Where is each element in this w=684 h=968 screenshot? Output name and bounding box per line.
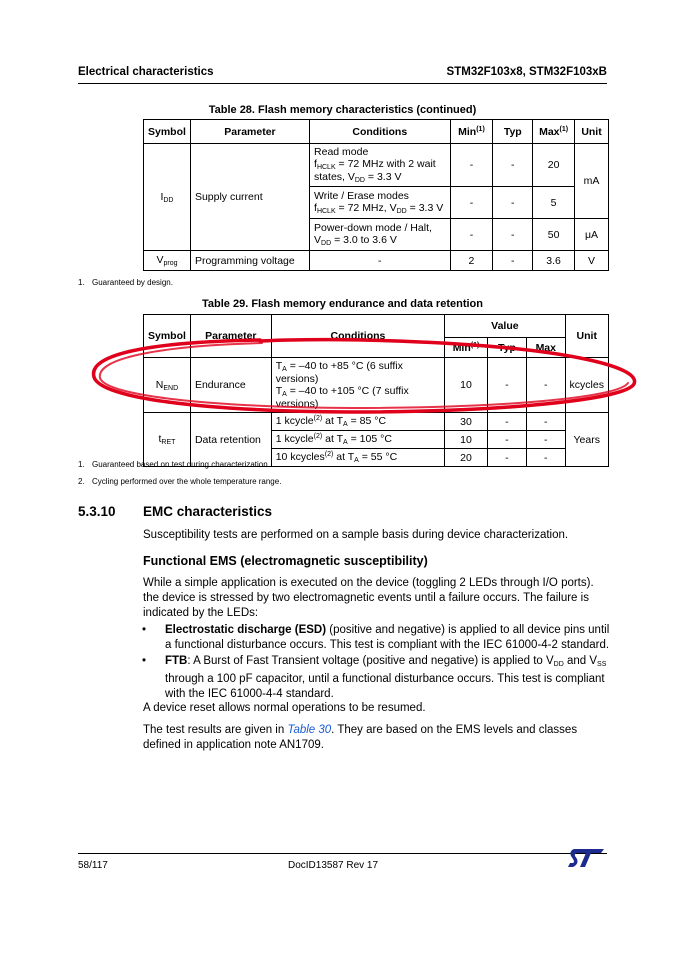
table-row: $N_{END}$ Endurance $T_A = -40$ to +85 °C (6 suffix versions) $T_A = -40$ to +105 °C (7 suffix versions) 10 - - kcycles: [144, 358, 609, 413]
table29-header-row: [144, 315, 609, 338]
table29-footnote-2: 2. Cycling performed over the whole temperature range.: [78, 477, 282, 486]
table29-footnote-1: 1. Guaranteed based on test during characterization.: [78, 460, 270, 469]
col-unit: Unit: [565, 315, 608, 358]
table30-link[interactable]: Table 30: [287, 724, 332, 736]
table29-caption: Table 29. Flash memory endurance and data retention: [202, 298, 483, 310]
read-mode-conditions: Read mode $f_{HCLK} = 72$ MHz with 2 wait states, $V_{DD} = 3.3$ V: [310, 144, 451, 187]
power-down-conditions: Power-down mode / Halt, $V_{DD} = 3.0$ to 3.6 V: [310, 219, 451, 251]
ems-paragraph: While a simple application is executed on the device (toggling 2 LEDs through I/O ports). the device is stressed by two electromagnetic events until a failure occurs. The failure is indicated by the LEDs:: [143, 577, 594, 619]
bullet-icon: •: [142, 655, 147, 667]
endurance-conditions: $T_A = -40$ to +85 °C (6 suffix versions) $T_A = -40$ to +105 °C (7 suffix versions): [271, 358, 445, 413]
write-erase-conditions: Write / Erase modes $f_{HCLK} = 72$ MHz, $V_{DD} = 3.3$ V: [310, 187, 451, 219]
col-min: Min$^{(1)}$: [445, 338, 488, 358]
col-conditions: Conditions: [271, 315, 445, 358]
page-number: 58/117: [78, 860, 108, 871]
reset-paragraph: A device reset allows normal operations to be resumed.: [143, 702, 426, 714]
footer-rule: [78, 853, 607, 854]
table-row: $V_{prog}$ Programming voltage - 2 - 3.6 V: [144, 251, 609, 271]
section-title: EMC characteristics: [143, 504, 273, 519]
idd-symbol: $I_{DD}$: [144, 144, 191, 251]
idd-parameter: Supply current: [190, 144, 309, 251]
col-max: Max$^{(1)}$: [533, 120, 575, 144]
vprog-symbol: $V_{prog}$: [144, 251, 191, 271]
section-intro: Susceptibility tests are performed on a sample basis during device characterization.: [143, 529, 569, 541]
st-logo-icon: [568, 848, 604, 868]
unit-ma: mA: [575, 144, 609, 219]
col-parameter: Parameter: [190, 315, 271, 358]
table28-footnote-1: 1. Guaranteed by design.: [78, 278, 173, 287]
page-header: [78, 66, 607, 82]
page-footer: [78, 860, 607, 874]
table-row: Power-down mode / Halt, $V_{DD} = 3.0$ to 3.6 V - - 50 μA: [144, 219, 609, 251]
results-paragraph: The test results are given in Table 30. They are based on the EMS levels and classes defined in application note AN1709.: [143, 724, 578, 751]
col-symbol: Symbol: [144, 120, 191, 144]
table-row: Write / Erase modes $f_{HCLK} = 72$ MHz, $V_{DD} = 3.3$ V - - 5: [144, 187, 609, 219]
table-row: $I_{DD}$ Supply current Read mode $f_{HCLK} = 72$ MHz with 2 wait states, $V_{DD} = 3.3$ V - - 20 mA: [144, 144, 609, 187]
table28: [143, 119, 609, 271]
table-row: 1 kcycle$^{(2)}$ at $T_A = 105$ °C 10 - -: [144, 431, 609, 449]
tret-symbol: $t_{RET}$: [144, 413, 191, 467]
header-product-name: STM32F103x8, STM32F103xB: [446, 66, 607, 78]
subsection-title: Functional EMS (electromagnetic susceptibility): [143, 554, 428, 568]
section-number: 5.3.10: [78, 504, 116, 519]
col-value: Value: [445, 315, 565, 338]
header-rule: [78, 83, 607, 84]
doc-id: DocID13587 Rev 17: [288, 860, 379, 871]
header-section-title: Electrical characteristics: [78, 66, 214, 78]
section-heading: [78, 504, 272, 519]
nend-symbol: $N_{END}$: [144, 358, 191, 413]
table-row: 10 kcycles$^{(2)}$ at $T_A = 55$ °C 20 - -: [144, 449, 609, 467]
table29: [143, 314, 609, 467]
col-typ: Typ: [487, 338, 526, 358]
col-typ: Typ: [493, 120, 533, 144]
col-min: Min$^{(1)}$: [450, 120, 493, 144]
table-row: $t_{RET}$ Data retention 1 kcycle$^{(2)}$ at $T_A = 85$ °C 30 - - Years: [144, 413, 609, 431]
table28-header-row: [144, 120, 609, 144]
col-unit: Unit: [575, 120, 609, 144]
col-conditions: Conditions: [310, 120, 451, 144]
col-parameter: Parameter: [190, 120, 309, 144]
col-symbol: Symbol: [144, 315, 191, 358]
col-max: Max: [527, 338, 565, 358]
bullet-icon: •: [142, 624, 147, 636]
table28-caption: Table 28. Flash memory characteristics (continued): [208, 104, 477, 116]
